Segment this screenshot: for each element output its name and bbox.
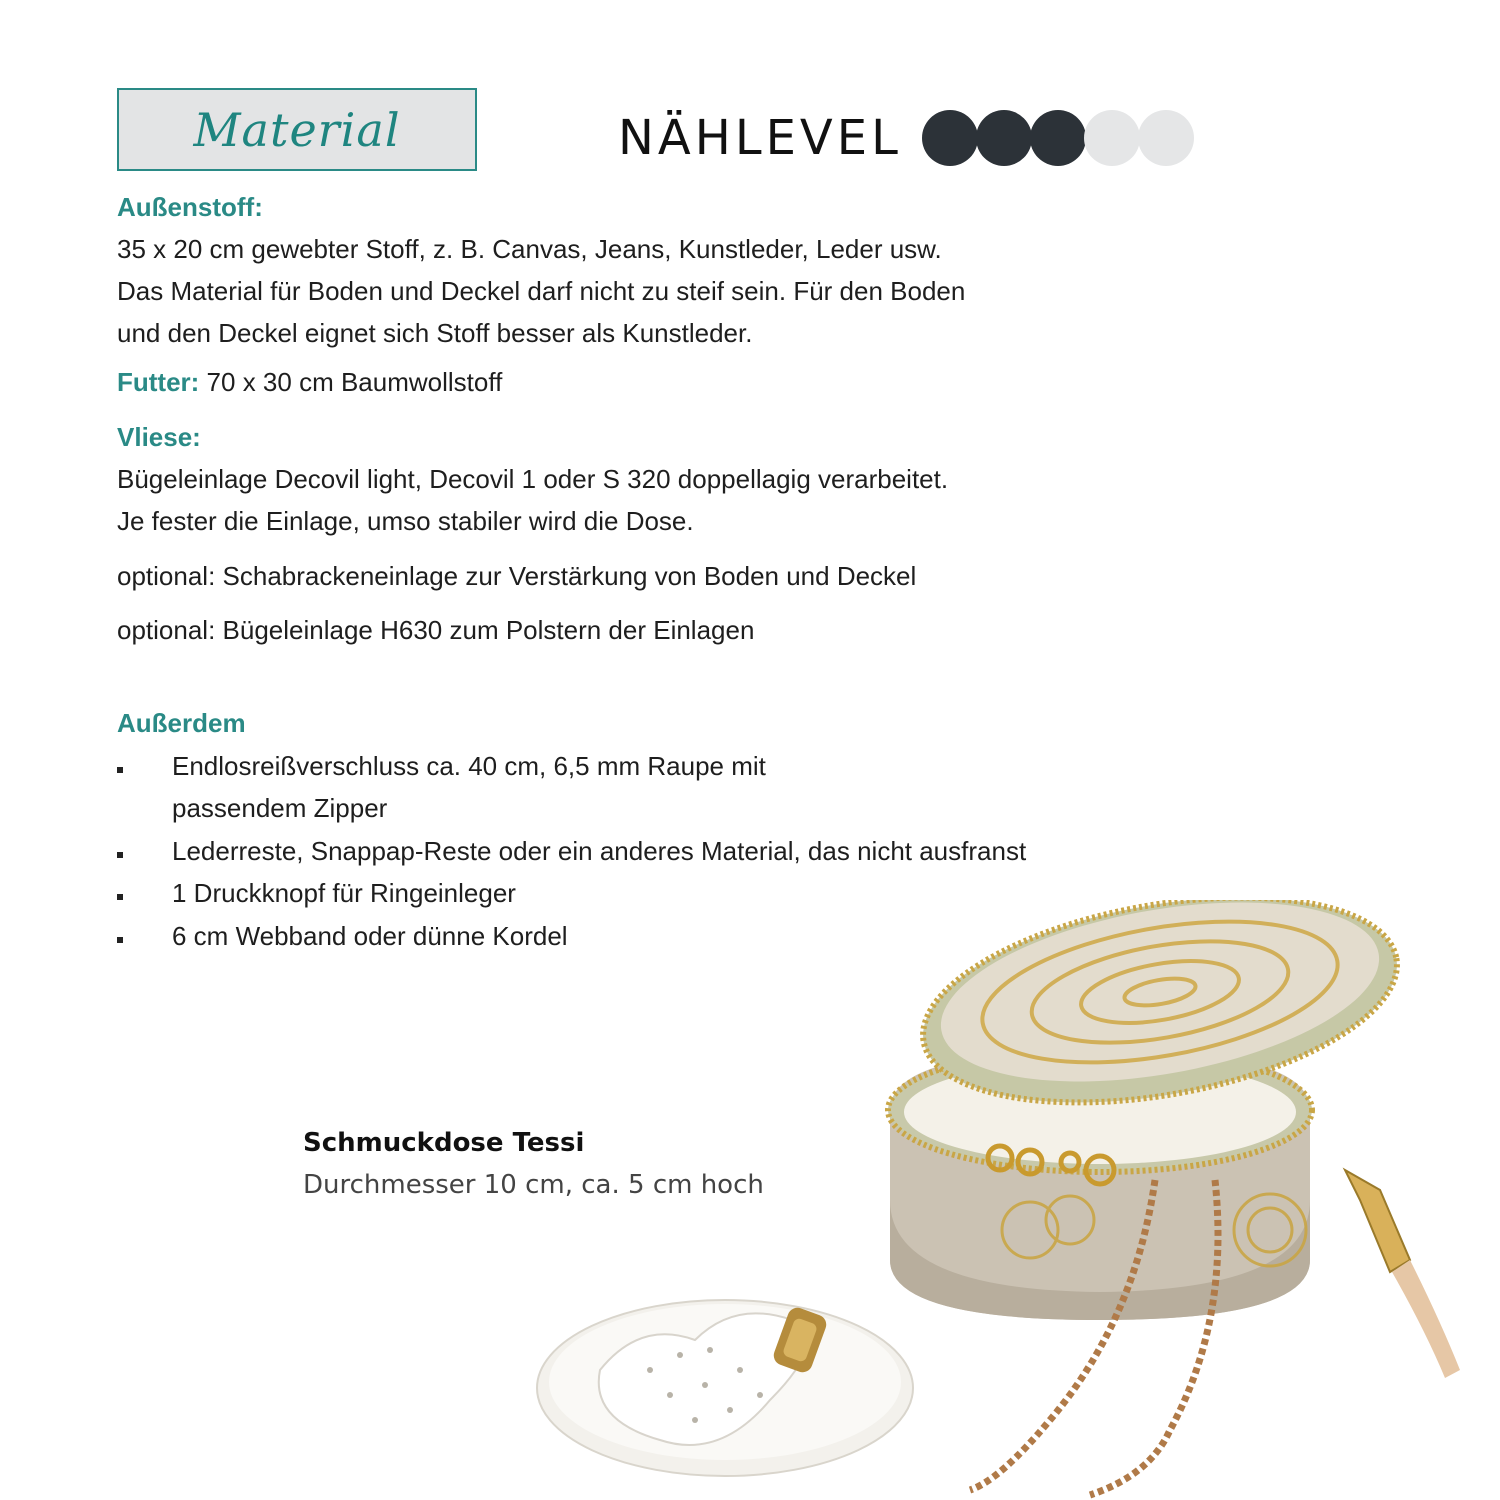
product-caption-subtitle: Durchmesser 10 cm, ca. 5 cm hoch	[303, 1170, 764, 1200]
aussenstoff-line-2: Das Material für Boden und Deckel darf nicht zu steif sein. Für den Boden	[117, 276, 966, 306]
jewelry-box-photo	[530, 900, 1490, 1500]
vliese-line-2: Je fester die Einlage, umso stabiler wird die Dose.	[117, 506, 694, 536]
ausserdem-item-4: 6 cm Webband oder dünne Kordel	[172, 921, 568, 951]
level-dot-1	[922, 110, 978, 166]
bullet-3	[117, 894, 123, 900]
product-caption-title: Schmuckdose Tessi	[303, 1128, 585, 1158]
bullet-2	[117, 852, 123, 858]
aussenstoff-line-1: 35 x 20 cm gewebter Stoff, z. B. Canvas, Jeans, Kunstleder, Leder usw.	[117, 234, 942, 264]
material-header-box	[117, 88, 477, 171]
level-dot-3	[1030, 110, 1086, 166]
vliese-optional-1: optional: Schabrackeneinlage zur Verstärkung von Boden und Deckel	[117, 561, 917, 591]
level-dot-4	[1084, 110, 1140, 166]
level-dot-2	[976, 110, 1032, 166]
futter-line	[117, 361, 502, 403]
ausserdem-item-3: 1 Druckknopf für Ringeinleger	[172, 878, 516, 908]
sewing-level-label: NÄHLEVEL	[618, 110, 902, 166]
bullet-1	[117, 767, 123, 773]
bullet-4	[117, 937, 123, 943]
futter-heading: Futter:	[117, 367, 200, 397]
ausserdem-item-2: Lederreste, Snappap-Reste oder ein anderes Material, das nicht ausfranst	[172, 836, 1027, 866]
aussenstoff-heading: Außenstoff:	[117, 192, 263, 222]
sewing-level	[618, 106, 1192, 170]
material-title: Material	[193, 102, 401, 157]
vliese-optional-2: optional: Bügeleinlage H630 zum Polstern der Einlagen	[117, 615, 755, 645]
vliese-heading: Vliese:	[117, 422, 201, 452]
ausserdem-item-1-cont: passendem Zipper	[172, 793, 388, 823]
ausserdem-item-1: Endlosreißverschluss ca. 40 cm, 6,5 mm Raupe mit	[172, 751, 766, 781]
level-dot-5	[1138, 110, 1194, 166]
aussenstoff-line-3: und den Deckel eignet sich Stoff besser als Kunstleder.	[117, 318, 753, 348]
ausserdem-heading: Außerdem	[117, 708, 246, 738]
futter-text: 70 x 30 cm Baumwollstoff	[199, 367, 503, 397]
vliese-line-1: Bügeleinlage Decovil light, Decovil 1 oder S 320 doppellagig verarbeitet.	[117, 464, 949, 494]
